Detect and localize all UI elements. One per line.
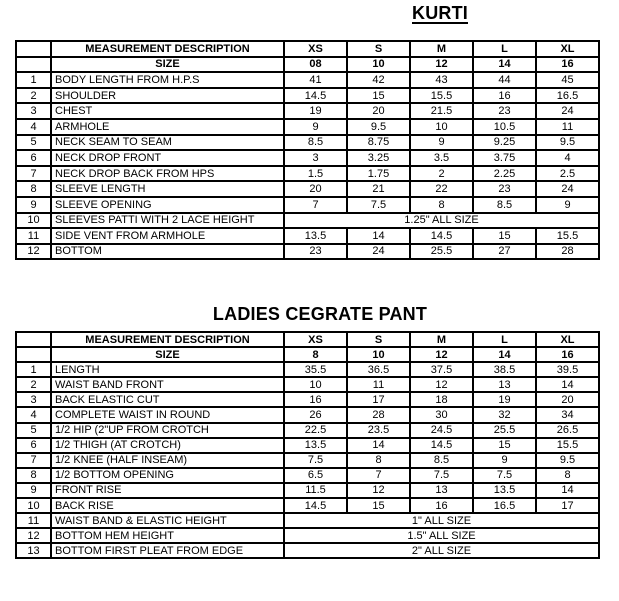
measurement-value-cell: 9 [284,119,347,135]
measurement-value-cell: 15 [347,498,410,513]
measurement-value-cell: 37.5 [410,362,473,377]
row-number-cell: 13 [16,543,51,558]
measurement-value-cell: 7.5 [410,468,473,483]
measurement-value-cell: 16 [284,392,347,407]
size-column-header-cell: S [347,41,410,57]
measurement-value-cell: 22.5 [284,423,347,438]
measurement-value-cell: 7 [284,197,347,213]
measurement-value-cell: 8.5 [473,197,536,213]
corner-cell [16,332,51,347]
measurement-label-cell: LENGTH [51,362,284,377]
measurement-label-cell: 1/2 THIGH (AT CROTCH) [51,438,284,453]
measurement-value-cell: 3.5 [410,150,473,166]
measurement-value-cell: 9.5 [536,453,599,468]
measurement-label-cell: 1/2 KNEE (HALF INSEAM) [51,453,284,468]
measurement-value-cell: 8.5 [284,135,347,151]
measurement-value-cell: 19 [473,392,536,407]
measurement-label-cell: BACK RISE [51,498,284,513]
measurement-value-cell: 4 [536,150,599,166]
measurement-label-cell: BOTTOM [51,244,284,260]
measurement-value-cell: 12 [410,377,473,392]
kurti-measurement-table [15,40,600,260]
measurement-value-cell: 25.5 [473,423,536,438]
measurement-value-cell: 8 [536,468,599,483]
row-number-cell: 4 [16,407,51,422]
measurement-row [16,88,599,104]
all-size-merged-cell: 2" ALL SIZE [284,543,599,558]
measurement-label-cell: BODY LENGTH FROM H.P.S [51,72,284,88]
measurement-value-cell: 15 [473,228,536,244]
measurement-row [16,543,599,558]
row-number-cell: 1 [16,72,51,88]
measurement-value-cell: 17 [536,498,599,513]
row-number-cell: 11 [16,228,51,244]
measurement-row [16,181,599,197]
row-number-cell: 11 [16,513,51,528]
measurement-value-cell: 43 [410,72,473,88]
measurement-value-cell: 9.25 [473,135,536,151]
row-number-cell: 7 [16,453,51,468]
measurement-value-cell: 20 [284,181,347,197]
measurement-value-cell: 20 [536,392,599,407]
measurement-label-cell: NECK DROP FRONT [51,150,284,166]
measurement-value-cell: 26 [284,407,347,422]
measurement-value-cell: 13 [473,377,536,392]
measurement-value-cell: 2.25 [473,166,536,182]
measurement-value-cell: 25.5 [410,244,473,260]
size-column-header-cell: M [410,41,473,57]
measurement-value-cell: 7.5 [473,468,536,483]
measurement-label-cell: SLEEVE OPENING [51,197,284,213]
measurement-label-cell: SIDE VENT FROM ARMHOLE [51,228,284,244]
measurement-value-cell: 34 [536,407,599,422]
measurement-value-cell: 2 [410,166,473,182]
measurement-value-cell: 39.5 [536,362,599,377]
row-number-cell: 5 [16,423,51,438]
measurement-value-cell: 9.5 [536,135,599,151]
measurement-value-cell: 41 [284,72,347,88]
measurement-row [16,72,599,88]
corner-cell [16,347,51,362]
measurement-label-cell: ARMHOLE [51,119,284,135]
row-number-cell: 4 [16,119,51,135]
measurement-value-cell: 13.5 [473,483,536,498]
measurement-value-cell: 17 [347,392,410,407]
measurement-value-cell: 22 [410,181,473,197]
measurement-value-cell: 14 [536,483,599,498]
row-number-cell: 2 [16,377,51,392]
all-size-merged-cell: 1.25" ALL SIZE [284,213,599,229]
row-number-cell: 9 [16,483,51,498]
measurement-row [16,150,599,166]
measurement-value-cell: 36.5 [347,362,410,377]
row-number-cell: 8 [16,181,51,197]
measurement-value-cell: 15 [473,438,536,453]
measurement-label-cell: SLEEVE LENGTH [51,181,284,197]
size-column-header-cell: XS [284,41,347,57]
measurement-row [16,228,599,244]
measurement-value-cell: 23.5 [347,423,410,438]
measurement-value-cell: 12 [347,483,410,498]
size-row-value-cell: 10 [347,347,410,362]
measurement-value-cell: 27 [473,244,536,260]
measurement-value-cell: 20 [347,103,410,119]
measurement-value-cell: 3.25 [347,150,410,166]
measurement-row [16,135,599,151]
measurement-value-cell: 32 [473,407,536,422]
row-number-cell: 7 [16,166,51,182]
measurement-value-cell: 23 [284,244,347,260]
measurement-value-cell: 24.5 [410,423,473,438]
measurement-value-cell: 11 [536,119,599,135]
size-row-value-cell: 10 [347,57,410,73]
measurement-label-cell: SHOULDER [51,88,284,104]
measurement-value-cell: 14 [536,377,599,392]
measurement-value-cell: 45 [536,72,599,88]
measurement-label-cell: COMPLETE WAIST IN ROUND [51,407,284,422]
pant-table-title: LADIES CEGRATE PANT [212,304,428,324]
row-number-cell: 8 [16,468,51,483]
measurement-row [16,362,599,377]
measurement-value-cell: 11 [347,377,410,392]
measurement-value-cell: 9.5 [347,119,410,135]
all-size-merged-cell: 1" ALL SIZE [284,513,599,528]
row-number-cell: 1 [16,362,51,377]
measurement-label-cell: BOTTOM HEM HEIGHT [51,528,284,543]
measurement-row [16,392,599,407]
measurement-label-cell: NECK SEAM TO SEAM [51,135,284,151]
measurement-value-cell: 13 [410,483,473,498]
measurement-value-cell: 28 [536,244,599,260]
measurement-value-cell: 2.5 [536,166,599,182]
measurement-value-cell: 7 [347,468,410,483]
size-column-header-cell: XL [536,41,599,57]
size-column-header-cell: L [473,332,536,347]
size-column-header-cell: XS [284,332,347,347]
measurement-label-cell: WAIST BAND FRONT [51,377,284,392]
column-header-row [16,332,599,347]
measurement-label-cell: BACK ELASTIC CUT [51,392,284,407]
row-number-cell: 10 [16,498,51,513]
row-number-cell: 2 [16,88,51,104]
measurement-value-cell: 24 [347,244,410,260]
measurement-value-cell: 21 [347,181,410,197]
row-number-cell: 6 [16,438,51,453]
measurement-value-cell: 13.5 [284,438,347,453]
measurement-value-cell: 6.5 [284,468,347,483]
measurement-value-cell: 15.5 [536,438,599,453]
size-row-value-cell: 14 [473,347,536,362]
measurement-value-cell: 7.5 [284,453,347,468]
measurement-row [16,244,599,260]
measurement-value-cell: 8.75 [347,135,410,151]
measurement-value-cell: 8 [347,453,410,468]
measurement-row [16,119,599,135]
measurement-value-cell: 3 [284,150,347,166]
row-number-cell: 5 [16,135,51,151]
measurement-value-cell: 38.5 [473,362,536,377]
measurement-value-cell: 14.5 [284,88,347,104]
measurement-value-cell: 23 [473,103,536,119]
kurti-table-title: KURTI [412,3,468,23]
measurement-value-cell: 16.5 [473,498,536,513]
measurement-value-cell: 21.5 [410,103,473,119]
measurement-value-cell: 15.5 [410,88,473,104]
size-column-header-cell: L [473,41,536,57]
measurement-row [16,438,599,453]
measurement-value-cell: 16 [473,88,536,104]
measurement-row [16,498,599,513]
measurement-row [16,103,599,119]
measurement-value-cell: 14.5 [410,228,473,244]
measurement-value-cell: 13.5 [284,228,347,244]
measurement-value-cell: 10.5 [473,119,536,135]
column-header-row [16,41,599,57]
measurement-label-cell: NECK DROP BACK FROM HPS [51,166,284,182]
measurement-row [16,453,599,468]
measurement-label-cell: WAIST BAND & ELASTIC HEIGHT [51,513,284,528]
row-number-cell: 6 [16,150,51,166]
measurement-row [16,213,599,229]
measurement-value-cell: 28 [347,407,410,422]
measurement-value-cell: 24 [536,181,599,197]
corner-cell [16,41,51,57]
row-number-cell: 12 [16,244,51,260]
measurement-value-cell: 14 [347,438,410,453]
measurement-row [16,513,599,528]
description-header-cell: MEASUREMENT DESCRIPTION [51,41,284,57]
measurement-label-cell: 1/2 HIP (2"UP FROM CROTCH [51,423,284,438]
measurement-value-cell: 14.5 [410,438,473,453]
description-header-cell: MEASUREMENT DESCRIPTION [51,332,284,347]
size-row-value-cell: 14 [473,57,536,73]
measurement-value-cell: 14.5 [284,498,347,513]
measurement-label-cell: SLEEVES PATTI WITH 2 LACE HEIGHT [51,213,284,229]
measurement-label-cell: CHEST [51,103,284,119]
size-row-value-cell: 16 [536,57,599,73]
all-size-merged-cell: 1.5" ALL SIZE [284,528,599,543]
measurement-label-cell: BOTTOM FIRST PLEAT FROM EDGE [51,543,284,558]
size-column-header-cell: S [347,332,410,347]
measurement-value-cell: 9 [536,197,599,213]
measurement-value-cell: 26.5 [536,423,599,438]
measurement-value-cell: 16.5 [536,88,599,104]
measurement-row [16,407,599,422]
measurement-label-cell: 1/2 BOTTOM OPENING [51,468,284,483]
measurement-value-cell: 16 [410,498,473,513]
size-row-label-cell: SIZE [51,347,284,362]
measurement-row [16,528,599,543]
pant-measurement-table [15,331,600,559]
measurement-value-cell: 10 [410,119,473,135]
measurement-value-cell: 42 [347,72,410,88]
size-row-value-cell: 16 [536,347,599,362]
size-row [16,57,599,73]
measurement-value-cell: 19 [284,103,347,119]
row-number-cell: 10 [16,213,51,229]
measurement-value-cell: 1.75 [347,166,410,182]
row-number-cell: 3 [16,103,51,119]
size-row-value-cell: 12 [410,347,473,362]
measurement-value-cell: 14 [347,228,410,244]
row-number-cell: 9 [16,197,51,213]
measurement-value-cell: 11.5 [284,483,347,498]
row-number-cell: 12 [16,528,51,543]
measurement-value-cell: 15.5 [536,228,599,244]
measurement-value-cell: 30 [410,407,473,422]
size-row-value-cell: 8 [284,347,347,362]
size-row-value-cell: 12 [410,57,473,73]
size-row-value-cell: 08 [284,57,347,73]
measurement-row [16,423,599,438]
measurement-value-cell: 8.5 [410,453,473,468]
measurement-value-cell: 15 [347,88,410,104]
size-row [16,347,599,362]
corner-cell [16,57,51,73]
size-column-header-cell: M [410,332,473,347]
measurement-row [16,483,599,498]
size-row-label-cell: SIZE [51,57,284,73]
measurement-value-cell: 3.75 [473,150,536,166]
measurement-value-cell: 24 [536,103,599,119]
measurement-row [16,197,599,213]
measurement-value-cell: 10 [284,377,347,392]
size-column-header-cell: XL [536,332,599,347]
measurement-value-cell: 9 [473,453,536,468]
measurement-row [16,377,599,392]
measurement-value-cell: 7.5 [347,197,410,213]
measurement-label-cell: FRONT RISE [51,483,284,498]
measurement-value-cell: 1.5 [284,166,347,182]
measurement-row [16,166,599,182]
measurement-value-cell: 18 [410,392,473,407]
measurement-value-cell: 9 [410,135,473,151]
measurement-value-cell: 8 [410,197,473,213]
measurement-value-cell: 44 [473,72,536,88]
measurement-value-cell: 23 [473,181,536,197]
measurement-value-cell: 35.5 [284,362,347,377]
row-number-cell: 3 [16,392,51,407]
measurement-row [16,468,599,483]
